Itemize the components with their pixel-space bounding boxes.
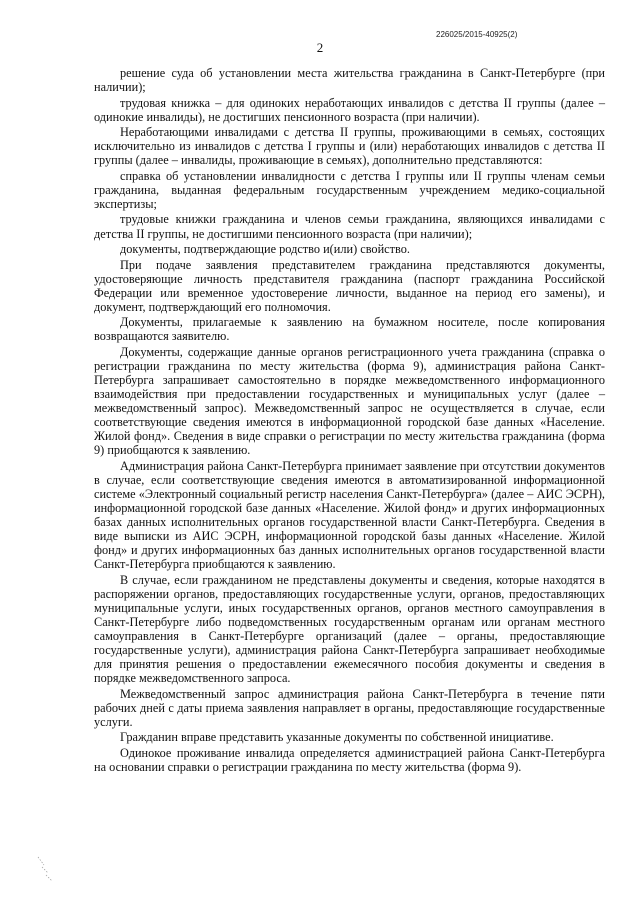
paragraph: При подаче заявления представителем гражданина представляются документы, удостоверяющие личность представителя гражданина (паспорт гражданина Российской Федерации или временное удостоверение личности, выданное на период его замены), и документ, подтверждающий его полномочия. xyxy=(94,257,605,314)
paragraph: Администрация района Санкт-Петербурга принимает заявление при отсутствии документов в случае, если соответствующие сведения имеются в автоматизированной информационной системе «Электронный социальный регистр населения Санкт-Петербурга» (далее – АИС ЭСРН), информационной городской базе данных «Население. Жилой фонд» и других информационных базах данных исполнительных органов государственной власти Санкт-Петербурга. Сведения в виде выписки из АИС ЭСРН, информационной городской базы данных «Население. Жилой фонд» и других информационных баз данных исполнительных органов государственной власти Санкт-Петербурга приобщаются к заявлению. xyxy=(94,458,605,572)
paragraph: трудовая книжка – для одиноких неработающих инвалидов с детства II группы (далее – одинокие инвалиды), не достигших пенсионного возраста (при наличии). xyxy=(94,95,605,124)
paragraph: Документы, содержащие данные органов регистрационного учета гражданина (справка о регистрации гражданина по месту жительства (форма 9), администрация района Санкт-Петербурга запрашивает самостоятельно в порядке межведомственного информационного взаимодействия при предоставлении государственных и муниципальных услуг (далее – межведомственный запрос). Межведомственный запрос не осуществляется в случае, если соответствующие сведения имеются в информационной городской базе данных «Население. Жилой фонд». Сведения в виде справки о регистрации по месту жительства гражданина (форма 9) приобщаются к заявлению. xyxy=(94,344,605,458)
scan-mark-icon xyxy=(36,855,66,885)
paragraph: Одинокое проживание инвалида определяется администрацией района Санкт-Петербурга на основании справки о регистрации гражданина по месту жительства (форма 9). xyxy=(94,745,605,774)
paragraph: Документы, прилагаемые к заявлению на бумажном носителе, после копирования возвращаются заявителю. xyxy=(94,315,605,344)
paragraph: Неработающими инвалидами с детства II группы, проживающими в семьях, состоящих исключительно из инвалидов с детства I группы и (или) неработающих инвалидов с детства II группы (далее – инвалиды, проживающие в семьях), дополнительно представляются: xyxy=(94,125,605,168)
paragraph: В случае, если гражданином не представлены документы и сведения, которые находятся в распоряжении органов, предоставляющих государственные услуги, органов, предоставляющих муниципальные услуги, иных государственных органов, органов местного самоуправления в Санкт-Петербурге либо подведомственных государственным органам или органам местного самоуправления в Санкт-Петербурге организаций (далее – органы, предоставляющие государственные услуги), администрация района Санкт-Петербурга запрашивает необходимые для принятия решения о предоставлении ежемесячного пособия документы и сведения в порядке межведомственного запроса. xyxy=(94,572,605,685)
paragraph: справка об установлении инвалидности с детства I группы или II группы членам семьи гражданина, выданная федеральным государственным учреждением медико-социальной экспертизы; xyxy=(94,168,605,211)
paragraph: трудовые книжки гражданина и членов семьи гражданина, являющихся инвалидами с детства II группы, не достигшими пенсионного возраста (при наличии); xyxy=(94,212,605,241)
page-number: 2 xyxy=(316,40,324,55)
paragraph: документы, подтверждающие родство и(или) свойство. xyxy=(120,242,410,257)
document-registration-code: 226025/2015-40925(2) xyxy=(436,30,518,39)
paragraph: Межведомственный запрос администрация района Санкт-Петербурга в течение пяти рабочих дней с даты приема заявления направляет в органы, предоставляющие государственные услуги. xyxy=(94,686,605,729)
document-body xyxy=(94,66,605,775)
paragraph: Гражданин вправе представить указанные документы по собственной инициативе. xyxy=(120,730,554,745)
paragraph: решение суда об установлении места жительства гражданина в Санкт-Петербурге (при наличии); xyxy=(94,66,605,95)
